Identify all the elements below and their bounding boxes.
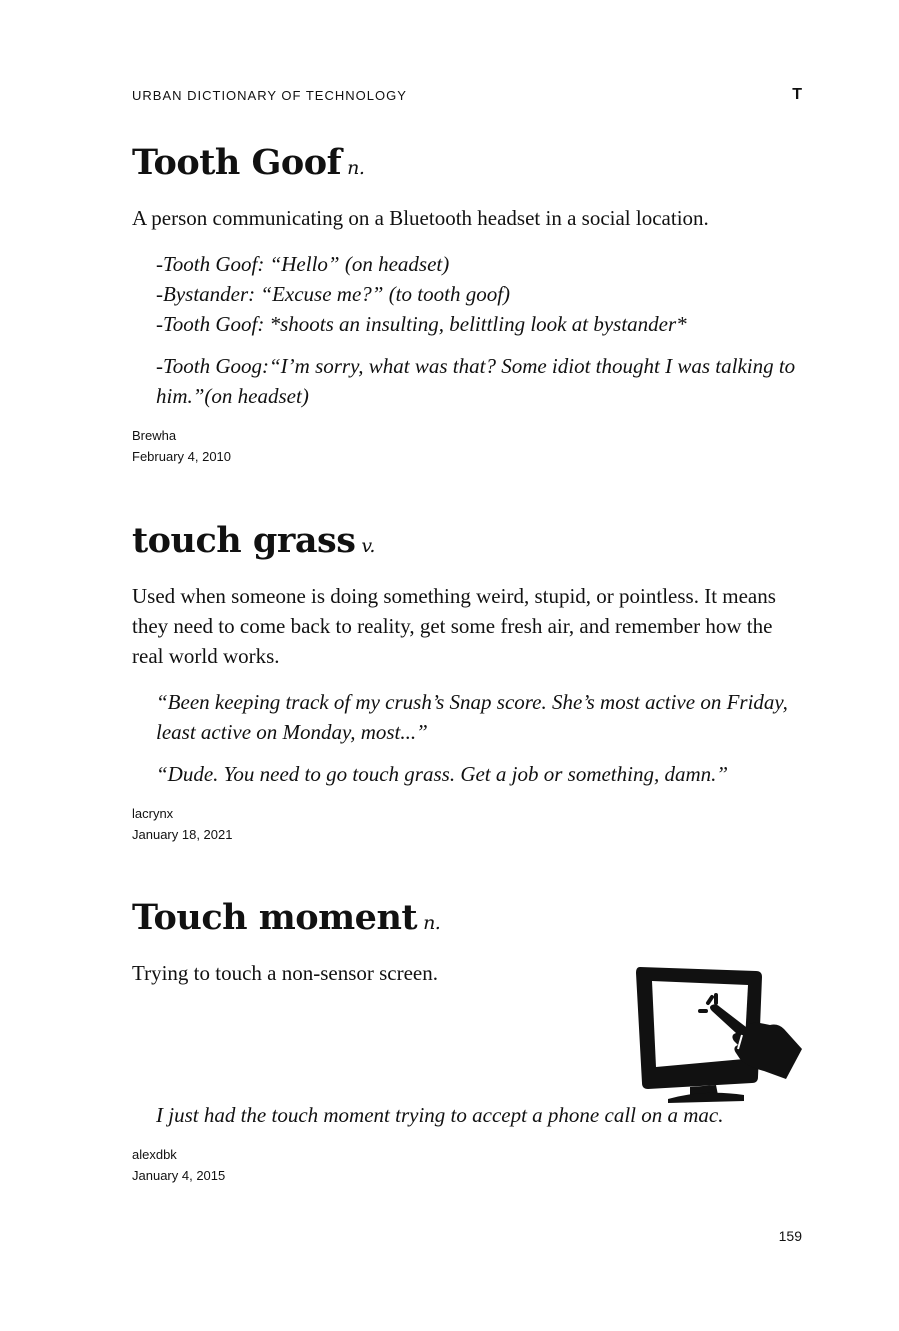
part-of-speech: v. [361, 535, 375, 557]
entry-byline [132, 803, 804, 845]
entry-headword [132, 142, 804, 189]
headword-text: Touch moment [132, 897, 418, 938]
example-line: -Bystander: “Excuse me?” (to tooth goof) [156, 282, 511, 306]
running-head [132, 88, 802, 106]
entry-example [156, 249, 804, 411]
entry-headword [132, 897, 804, 944]
entry-example [156, 1100, 804, 1130]
example-line: -Tooth Goof: “Hello” (on headset) [156, 252, 450, 276]
example-line: “Dude. You need to go touch grass. Get a job or something, damn.” [156, 762, 729, 786]
section-letter: T [792, 86, 802, 103]
headword-text: touch grass [132, 520, 356, 561]
entry-definition: A person communicating on a Bluetooth headset in a social location. [132, 206, 709, 230]
entry-date: February 4, 2010 [132, 449, 232, 464]
part-of-speech: n. [423, 912, 441, 934]
entry-author: lacrynx [132, 806, 174, 821]
entry-author: Brewha [132, 428, 177, 443]
entry-date: January 4, 2015 [132, 1168, 226, 1183]
entry-author: alexdbk [132, 1147, 177, 1162]
entry-touch-moment [132, 897, 804, 1186]
entry-byline [132, 1144, 804, 1186]
entry-example [156, 687, 804, 789]
example-line: -Tooth Goof: *shoots an insulting, belittling look at bystander* [156, 312, 687, 336]
headword-text: Tooth Goof [132, 142, 342, 183]
computer-monitor-touch-hand-icon [634, 963, 804, 1103]
entry-definition: Used when someone is doing something weird, stupid, or pointless. It means they need to come back to reality, get some fresh air, and remember how the real world works. [132, 584, 776, 668]
entry-definition: Trying to touch a non-sensor screen. [132, 961, 439, 985]
entry-touch-grass [132, 520, 804, 845]
page-number: 159 [778, 1228, 802, 1244]
entry-tooth-goof [132, 142, 804, 467]
part-of-speech: n. [347, 157, 365, 179]
example-line: -Tooth Goog:“I’m sorry, what was that? Some idiot thought I was talking to him.”(on headset) [156, 354, 796, 408]
entry-date: January 18, 2021 [132, 827, 233, 842]
running-title: URBAN DICTIONARY OF TECHNOLOGY [132, 88, 407, 103]
example-line: “Been keeping track of my crush’s Snap score. She’s most active on Friday, least active on Monday, most...” [156, 690, 788, 744]
example-line: I just had the touch moment trying to accept a phone call on a mac. [156, 1103, 724, 1127]
entry-headword [132, 520, 804, 567]
entry-byline [132, 425, 804, 467]
